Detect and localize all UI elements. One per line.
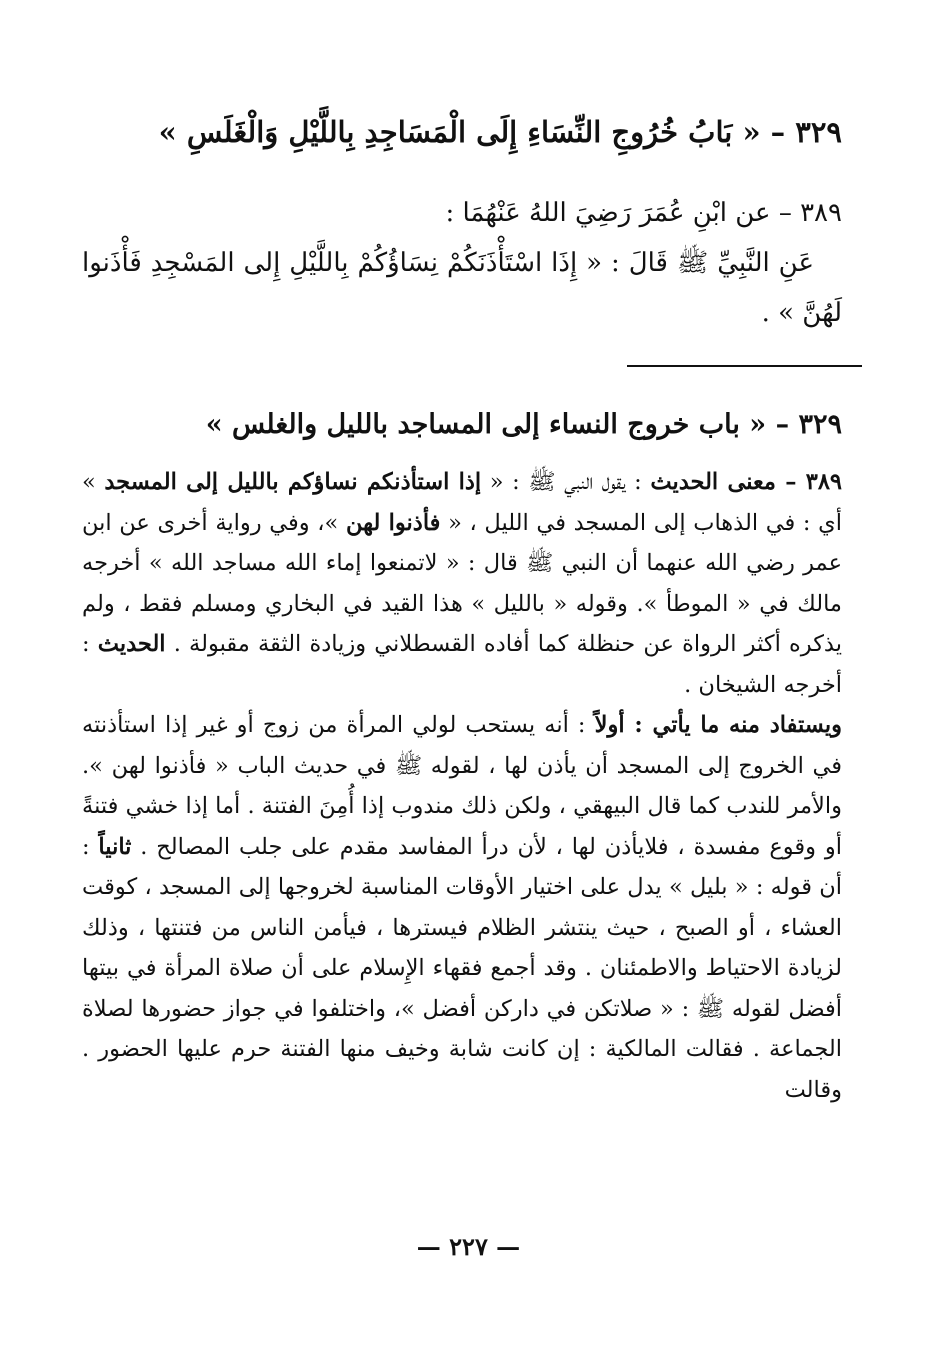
commentary-text: : أنه يستحب لولي المرأة من زوج أو غير إذا استأذنته في الخروج إلى المسجد أن يأذن لها ، لقوله ﷺ في حديث الباب « فأذنوا لهن ». والأمر للندب كما قال البيهقي ، ولكن ذلك مندوب إذا أُمِنَ الفتنة . أما إذا خشي فتنةً أو وقوع مفسدة ، فلايأذن لها ، لأن درأ المفاسد مقدم على جلب المصالح . (82, 712, 842, 860)
hadith-isnad: ٣٨٩ – عن ابْنِ عُمَرَ رَضِيَ اللهُ عَنْهُمَا : (445, 198, 842, 228)
commentary-text: : يقول النبي ﷺ : « (481, 469, 651, 495)
quoted-hadith-bold: إذا استأذنكم نساؤكم بالليل إلى المسجد (104, 469, 482, 495)
footnote-divider (627, 365, 862, 367)
page-number: — ٢٢٧ — (416, 1232, 521, 1261)
hadith-text (82, 188, 842, 338)
commentary-paragraph-benefits (82, 705, 842, 1110)
section-label: الحديث (97, 631, 166, 657)
hadith-number-label: ٣٨٩ – معنى الحديث (650, 469, 843, 495)
hadith-matn: عَنِ النَّبِيِّ ﷺ قَالَ : « إِذَا اسْتَأْذَنَكُمْ نِسَاؤُكُمْ بِاللَّيْلِ إِلى المَسْجِدِ فَأْذَنوا لَهُنَّ » . (82, 248, 842, 328)
chapter-heading: ٣٢٩ – « بَابُ خُرُوجِ النِّسَاءِ إِلَى الْمَسَاجِدِ بِاللَّيْلِ وَالْغَلَسِ » (158, 115, 842, 149)
commentary-text: : أخرجه الشيخان . (82, 631, 842, 698)
quoted-hadith-bold: فأذنوا لهن (345, 509, 441, 536)
commentary-heading: ٣٢٩ – « باب خروج النساء إلى المساجد بالليل والغلس » (205, 409, 842, 440)
commentary-text: »، وفي رواية أخرى عن ابن عمر رضي الله عنهما أن النبي ﷺ قال : « لاتمنعوا إماء الله مساجد الله » أخرجه مالك في « الموطأ ». وقوله « بالليل » هذا القيد في البخاري ومسلم فقط ، ولم يذكره أكثر الرواة عن حنظلة كما أفاده القسطلاني وزيادة الثقة مقبولة . (82, 509, 842, 657)
benefits-label: ويستفاد منه ما يأتي : أولاً (594, 712, 842, 738)
commentary-text: : أن قوله : « بليل » يدل على اختيار الأوقات المناسبة لخروجها إلى المسجد ، كوقت العشاء ، أو الصبح ، حيث ينتشر الظلام فيسترها ، فيأمن الناس من فتنتها ، وذلك لزيادة الاحتياط والاطمئنان . وقد أجمع فقهاء الإِسلام على أن صلاة المرأة في بيتها أفضل لقوله ﷺ : « صلاتكن في داركن أفضل »، واختلفوا في جواز حضورها لصلاة الجماعة . فقالت المالكية : إن كانت شابة وخيف منها الفتنة حرم عليها الحضور . وقالت (82, 833, 842, 1103)
commentary-paragraph-meaning (82, 462, 842, 705)
commentary-text: » أي : في الذهاب إلى المسجد في الليل ، « (82, 469, 842, 536)
second-point-label: ثانياً (98, 833, 132, 860)
commentary-body (82, 462, 842, 1110)
